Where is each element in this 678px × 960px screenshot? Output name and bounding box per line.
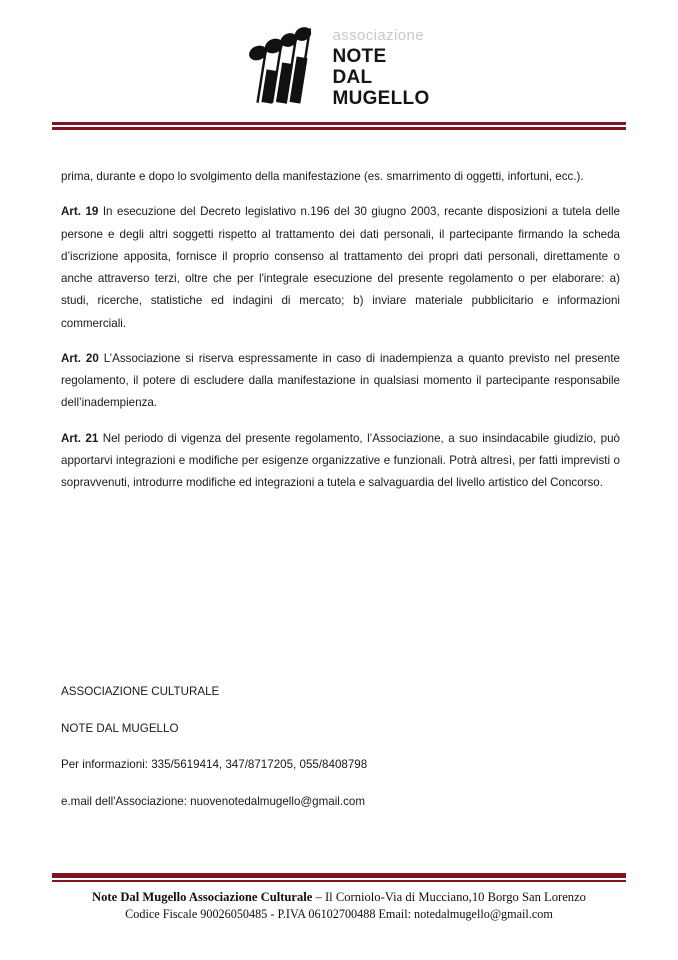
contact-email: e.mail dell'Associazione: nuovenotedalmugello@gmail.com [61,794,365,808]
article-21-text: Nel periodo di vigenza del presente regolamento, l’Associazione, a suo insindacabile giudizio, può apportarvi integrazioni e modifiche per esigenze organizzative e funzionali. Potrà altresì, per fatti imprevisti o sopravvenuti, introdurre modifiche ed integrazioni a tutela e salvaguardia del livello artistico del Concorso. [61,431,620,489]
document-header [0,0,678,118]
article-20-label: Art. 20 [61,351,99,365]
logo-name-line-1: NOTE [332,45,387,67]
logo-name-line-3: MUGELLO [332,88,430,110]
footer-organization-line [0,889,678,906]
article-21 [61,428,620,495]
paragraph-intro: prima, durante e dopo lo svolgimento della manifestazione (es. smarrimento di oggetti, infortuni, ecc.). [61,170,584,183]
footer-fiscal-line: Codice Fiscale 90026050485 - P.IVA 06102700488 Email: notedalmugello@gmail.com [125,906,553,921]
logo-wordmark [332,23,429,110]
footer-organization-name: Note Dal Mugello Associazione Culturale [92,889,313,904]
contact-block [0,683,678,811]
document-footer [0,873,678,922]
footer-text-block [0,882,678,922]
footer-divider [52,873,626,882]
article-19 [61,201,620,335]
contact-association-type: ASSOCIAZIONE CULTURALE [61,685,220,699]
article-19-text: In esecuzione del Decreto legislativo n.196 del 30 giugno 2003, recante disposizioni a tutela delle persone e degli altri soggetti rispetto al trattamento dei dati personali, il partecipante firmando la scheda d’iscrizione apposita, fornisce il proprio consenso al trattamento dei propri dati personali, direttamente o anche attraverso terzi, oltre che per l'integrale esecuzione del presente regolamento o per elaborare: a) studi, ricerche, statistiche ed indagini di mercato; b) inviare materiale pubblicitario e informazioni commerciali. [61,205,621,330]
contact-association-name: NOTE DAL MUGELLO [61,721,179,735]
footer-address: – Il Corniolo-Via di Mucciano,10 Borgo San Lorenzo [312,889,586,904]
association-logo [248,23,429,110]
logo-name-line-2: DAL [332,66,373,88]
article-20-text: L’Associazione si riserva espressamente in caso di inadempienza a quanto previsto nel presente regolamento, il potere di escludere dalla manifestazione in qualsiasi momento il partecipante responsabile dell’inadempienza. [61,351,620,410]
header-divider [52,118,626,130]
musical-notes-bars-icon [248,23,326,105]
body-spacer [0,507,678,683]
logo-associazione-text: associazione [332,26,424,44]
article-21-label: Art. 21 [61,431,99,445]
article-19-label: Art. 19 [61,205,99,219]
document-body [0,130,678,494]
contact-phone-numbers: Per informazioni: 335/5619414, 347/8717205, 055/8408798 [61,758,368,772]
article-20 [61,348,620,415]
